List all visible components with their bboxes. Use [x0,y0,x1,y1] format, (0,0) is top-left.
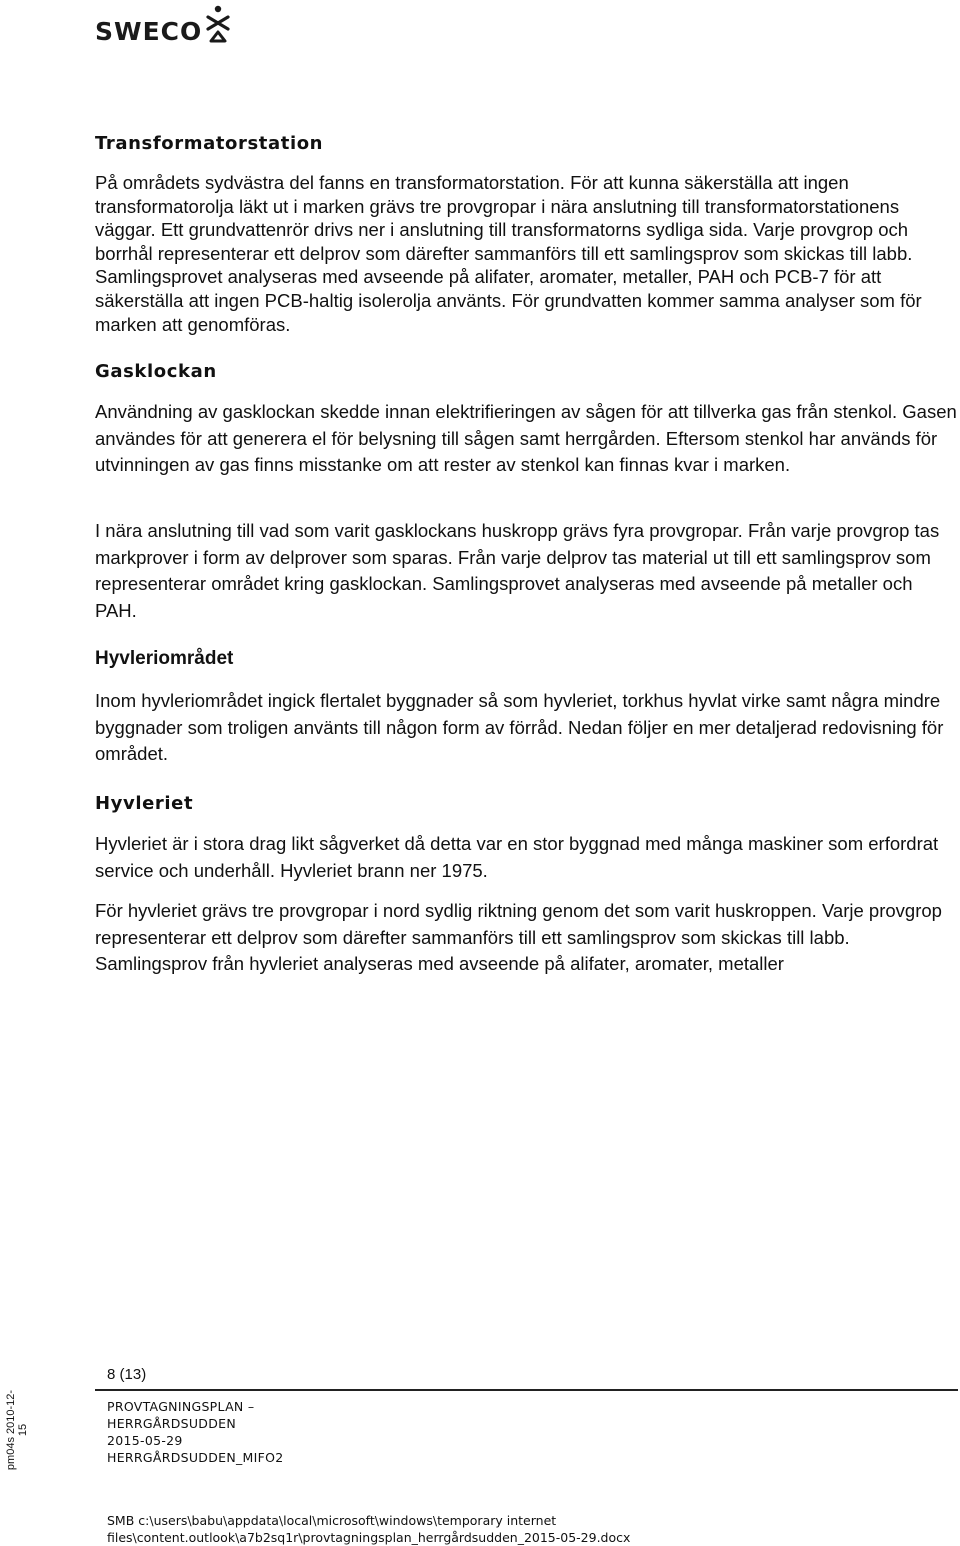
file-path-line-2: files\content.outlook\a7b2sq1r\provtagningsplan_herrgårdsudden_2015-05-29.docx [107,1530,631,1545]
heading-hyvleriet: Hyvleriet [95,793,194,814]
side-stamp: pm04s 2010-12-15 [5,1389,29,1471]
heading-hyvleriomradet: Hyvleriområdet [95,648,234,669]
paragraph-hyvleriomradet: Inom hyvleriområdet ingick flertalet byggnader så som hyvleriet, torkhus hyvlat virke samt några mindre byggnader som troligen använts till någon form av förråd. Nedan följer en mer detaljerad redovisning för området. [95,690,944,765]
page-number: 8 (13) [107,1366,147,1383]
sweco-figure-icon [205,5,231,43]
footer-divider [95,1389,958,1391]
footer-file-path [107,1512,630,1546]
paragraph-hyvleriet-1: Hyvleriet är i stora drag likt sågverket då detta var en stor byggnad med många maskiner som erfordrat service och underhåll. Hyvleriet brann ner 1975. [95,833,939,881]
doc-date: 2015-05-29 [107,1433,183,1448]
footer-document-info [107,1398,284,1466]
doc-title-line-2: HERRGÅRDSUDDEN [107,1416,236,1431]
paragraph-transformatorstation: På områdets sydvästra del fanns en transformatorstation. För att kunna säkerställa att ingen transformatorolja läkt ut i marken grävs tre provgropar i nära anslutning till transformatorstationens väggar. Ett grundvattenrör drivs ner i anslutning till transformatorns sydliga sida. Varje provgrop och borrhål representerar ett delprov som därefter sammanförs till ett samlingsprov som skickas till labb. Samlingsprovet analyseras med avseende på alifater, aromater, metaller, PAH och PCB-7 för att säkerställa att ingen PCB-haltig isolerolja använts. För grundvatten kommer samma analyser som för marken att genomföras. [95,172,922,335]
heading-gasklockan: Gasklockan [95,361,217,382]
logo-text: SWECO [95,16,203,46]
paragraph-hyvleriet-2: För hyvleriet grävs tre provgropar i nord sydlig riktning genom det som varit huskroppen. Varje provgrop representerar ett delprov som därefter sammanförs till ett samlingsprov som skickas till labb. Samlingsprov från hyvleriet analyseras med avseende på alifater, aromater, metaller [95,900,942,975]
doc-title-line-1: PROVTAGNINGSPLAN – [107,1399,255,1414]
heading-transformatorstation: Transformatorstation [95,133,324,154]
file-path-line-1: SMB c:\users\babu\appdata\local\microsoft\windows\temporary internet [107,1513,557,1528]
paragraph-gasklockan-2: I nära anslutning till vad som varit gasklockans huskropp grävs fyra provgropar. Från varje provgrop tas markprover i form av delprover som sparas. Från varje delprov tas material ut till ett samlingsprov som representerar området kring gasklockan. Samlingsprovet analyseras med avseende på metaller och PAH. [95,520,940,621]
paragraph-gasklockan-1: Användning av gasklockan skedde innan elektrifieringen av sågen för att tillverka gas från stenkol. Gasen användes för att generera el för belysning till sågen samt herrgården. Eftersom stenkol har används för utvinningen av gas finns misstanke om att rester av stenkol kan finnas kvar i marken. [95,401,957,476]
sweco-logo [95,4,231,44]
doc-id: HERRGÅRDSUDDEN_MIFO2 [107,1450,284,1465]
